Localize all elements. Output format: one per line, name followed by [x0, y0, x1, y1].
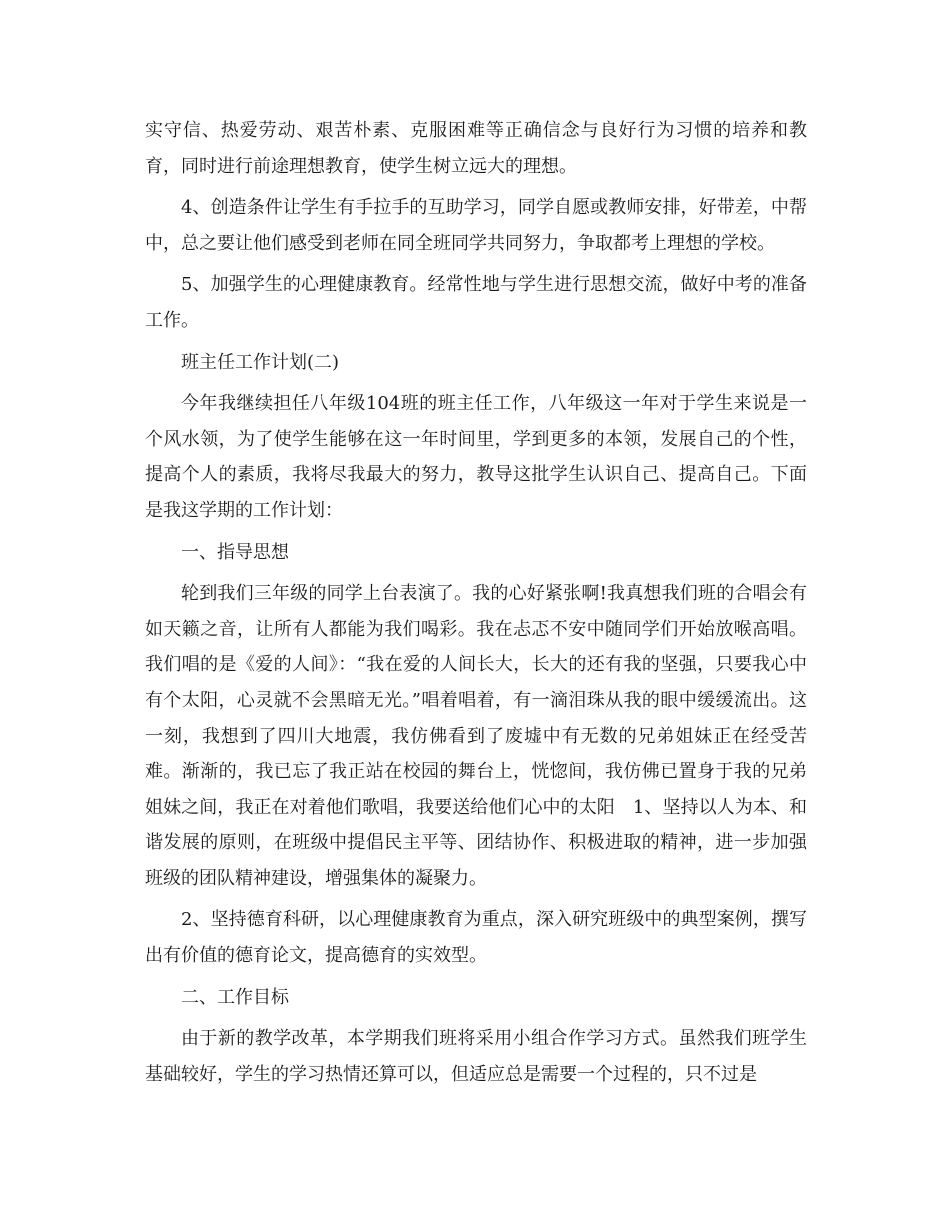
paragraph-reform: 由于新的教学改革，本学期我们班将采用小组合作学习方式。虽然我们班学生基础较好，学生的学习热情还算可以，但适应总是需要一个过程的，只不过是	[145, 1028, 807, 1085]
heading-work-goals: 二、工作目标	[181, 986, 289, 1008]
section-title: 班主任工作计划(二)	[181, 351, 340, 373]
paragraph-continuation: 实守信、热爱劳动、艰苦朴素、克服困难等正确信念与良好行为习惯的培养和教育，同时进行前途理想教育，使学生树立远大的理想。	[145, 120, 807, 177]
paragraph-item-5: 5、加强学生的心理健康教育。经常性地与学生进行思想交流，做好中考的准备工作。	[145, 274, 807, 331]
paragraph-intro: 今年我继续担任八年级104班的班主任工作，八年级这一年对于学生来说是一个风水领，为了使学生能够在这一年时间里，学到更多的本领，发展自己的个性，提高个人的素质，我将尽我最大的努力，教导这批学生认识自己、提高自己。下面是我这学期的工作计划：	[145, 393, 807, 521]
paragraph-performance: 轮到我们三年级的同学上台表演了。我的心好紧张啊!我真想我们班的合唱会有如天籁之音，让所有人都能为我们喝彩。我在忐忑不安中随同学们开始放喉高唱。我们唱的是《爱的人间》：“我在爱的人间长大，长大的还有我的坚强，只要我心中有个太阳，心灵就不会黑暗无光。”唱着唱着，有一滴泪珠从我的眼中缓缓流出。这一刻，我想到了四川大地震，我仿佛看到了废墟中有无数的兄弟姐妹正在经受苦难。渐渐的，我已忘了我正站在校园的舞台上，恍惚间，我仿佛已置身于我的兄弟姐妹之间，我正在对着他们歌唱，我要送给他们心中的太阳 1、坚持以人为本、和谐发展的原则，在班级中提倡民主平等、团结协作、积极进取的精神，进一步加强班级的团队精神建设，增强集体的凝聚力。	[145, 583, 807, 889]
paragraph-item-4: 4、创造条件让学生有手拉手的互助学习，同学自愿或教师安排，好带差，中帮中，总之要让他们感受到老师在同全班同学共同努力，争取都考上理想的学校。	[145, 197, 807, 254]
heading-guiding-ideology: 一、指导思想	[181, 541, 289, 563]
paragraph-item-2: 2、坚持德育科研，以心理健康教育为重点，深入研究班级中的典型案例，撰写出有价值的德育论文，提高德育的实效型。	[145, 909, 807, 967]
document-body	[145, 113, 807, 1098]
